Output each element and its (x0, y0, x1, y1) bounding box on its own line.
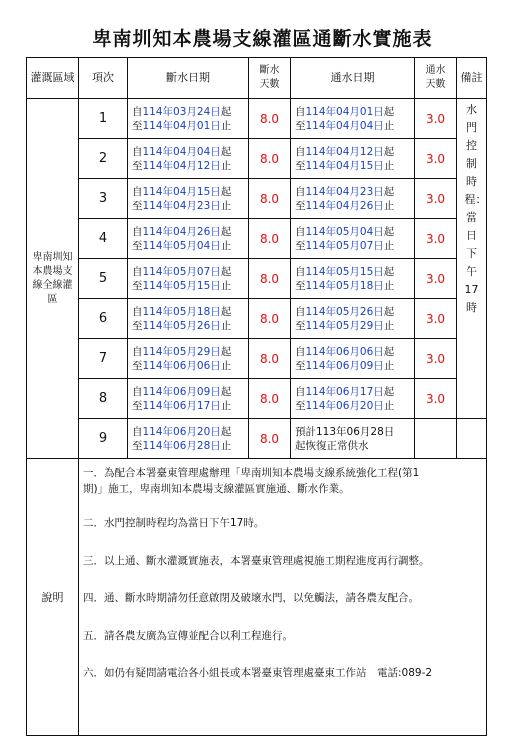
from-prefix: 自 (295, 145, 306, 158)
start-suffix: 起 (383, 145, 395, 158)
note-n4: 四．通、斷水時期請勿任意啟閉及破壞水門，以免觸法，請各農友配合。 (83, 592, 419, 604)
cut-to-date: 114年05月15日 (142, 279, 221, 292)
note-n1a: 一．為配合本署臺東管理處辦理「卑南圳知本農場支線系統強化工程(第1 (83, 467, 420, 479)
cut-to-date: 114年06月17日 (142, 399, 221, 412)
cut-to-line (132, 319, 248, 333)
table-row (27, 219, 487, 259)
cut-from-date: 114年06月20日 (142, 425, 221, 438)
schedule-table (26, 57, 487, 736)
cut-days-cell: 8.0 (249, 219, 291, 259)
start-suffix: 起 (220, 425, 232, 438)
note-n3: 三．以上通、斷水灌溉實施表，本署臺東管理處視施工期程進度再行調整。 (83, 555, 430, 567)
to-prefix: 至 (295, 399, 306, 412)
seq-cell: 6 (79, 299, 128, 339)
start-suffix: 起 (220, 145, 232, 158)
supply-to-date: 114年04月26日 (305, 199, 384, 212)
start-suffix: 起 (383, 385, 395, 398)
start-suffix: 起 (220, 225, 232, 238)
from-prefix: 自 (295, 185, 306, 198)
cut-to-date: 114年04月01日 (142, 119, 221, 132)
end-suffix: 止 (220, 439, 232, 452)
from-prefix: 自 (132, 265, 143, 278)
cut-days-cell: 8.0 (249, 179, 291, 219)
start-suffix: 起 (383, 185, 395, 198)
supply-from-line (295, 305, 414, 319)
from-prefix: 自 (132, 345, 143, 358)
supply-days-cell: 3.0 (415, 299, 457, 339)
table-row (27, 299, 487, 339)
supply-to-date: 114年06月09日 (305, 359, 384, 372)
from-prefix: 自 (132, 425, 143, 438)
supply-to-date: 114年05月18日 (305, 279, 384, 292)
supply-from-date: 114年05月04日 (305, 225, 384, 238)
notes-cell (79, 459, 487, 736)
to-prefix: 至 (132, 439, 143, 452)
cut-days-cell: 8.0 (249, 139, 291, 179)
to-prefix: 至 (132, 239, 143, 252)
end-suffix: 止 (383, 239, 395, 252)
cut-period-cell (128, 99, 249, 139)
supply-days-cell: 3.0 (415, 179, 457, 219)
cut-from-date: 114年05月07日 (142, 265, 221, 278)
seq-cell: 1 (79, 99, 128, 139)
supply-days-cell: 3.0 (415, 379, 457, 419)
from-prefix: 自 (132, 225, 143, 238)
table-row (27, 139, 487, 179)
note-n6: 六．如仍有疑問請電洽各小組長或本署臺東管理處臺東工作站 電話:089-2 (83, 667, 433, 679)
supply-from-line (295, 345, 414, 359)
supply-period-cell (291, 379, 415, 419)
cut-to-date: 114年05月04日 (142, 239, 221, 252)
start-suffix: 起 (220, 385, 232, 398)
supply-from-date: 114年06月17日 (305, 385, 384, 398)
cut-period-cell (128, 259, 249, 299)
note-n1b: 期)」施工，卑南圳知本農場支線灌區實施通、斷水作業。 (83, 483, 350, 495)
cut-from-line (132, 265, 248, 279)
supply-to-date: 114年06月20日 (305, 399, 384, 412)
supply-days-cell (415, 419, 457, 459)
end-suffix: 止 (220, 159, 232, 172)
end-suffix: 止 (220, 239, 232, 252)
header-seq: 項次 (79, 58, 128, 99)
supply-to-line (295, 159, 414, 173)
notes-row (27, 459, 487, 736)
note-n5: 五．請各農友廣為宣傳並配合以利工程進行。 (83, 630, 293, 642)
cut-period-cell (128, 379, 249, 419)
cut-days-cell: 8.0 (249, 419, 291, 459)
supply-from-line (295, 185, 414, 199)
end-suffix: 止 (220, 279, 232, 292)
seq-cell: 4 (79, 219, 128, 259)
cut-to-line (132, 199, 248, 213)
to-prefix: 至 (295, 199, 306, 212)
from-prefix: 自 (295, 225, 306, 238)
cut-period-cell (128, 299, 249, 339)
cut-from-line (132, 105, 248, 119)
cut-days-cell: 8.0 (249, 379, 291, 419)
from-prefix: 自 (295, 385, 306, 398)
header-row (27, 58, 487, 99)
to-prefix: 至 (295, 239, 306, 252)
table-row (27, 179, 487, 219)
supply-from-line (295, 145, 414, 159)
resume-line-1: 預計113年06月28日 (295, 425, 395, 438)
supply-from-date: 114年05月26日 (305, 305, 384, 318)
cut-period-cell (128, 139, 249, 179)
from-prefix: 自 (295, 305, 306, 318)
cut-period-cell (128, 419, 249, 459)
resume-supply-cell (291, 419, 415, 459)
start-suffix: 起 (383, 305, 395, 318)
cut-to-line (132, 239, 248, 253)
supply-days-cell: 3.0 (415, 339, 457, 379)
cut-from-line (132, 145, 248, 159)
end-suffix: 止 (220, 119, 232, 132)
cut-from-date: 114年03月24日 (142, 105, 221, 118)
from-prefix: 自 (132, 185, 143, 198)
seq-cell: 9 (79, 419, 128, 459)
supply-from-line (295, 225, 414, 239)
table-row (27, 99, 487, 139)
cut-to-date: 114年04月12日 (142, 159, 221, 172)
cut-from-line (132, 385, 248, 399)
cut-period-cell (128, 339, 249, 379)
cut-period-cell (128, 219, 249, 259)
cut-from-line (132, 225, 248, 239)
end-suffix: 止 (220, 399, 232, 412)
from-prefix: 自 (295, 265, 306, 278)
start-suffix: 起 (383, 265, 395, 278)
start-suffix: 起 (383, 105, 395, 118)
supply-from-line (295, 105, 414, 119)
supply-period-cell (291, 179, 415, 219)
header-supply-days: 通水天數 (415, 58, 457, 99)
to-prefix: 至 (132, 119, 143, 132)
header-area: 灌溉區域 (27, 58, 79, 99)
end-suffix: 止 (383, 119, 395, 132)
supply-from-line (295, 265, 414, 279)
end-suffix: 止 (383, 399, 395, 412)
from-prefix: 自 (132, 305, 143, 318)
cut-to-date: 114年05月26日 (142, 319, 221, 332)
cut-to-line (132, 159, 248, 173)
resume-line-2: 起恢復正常供水 (295, 439, 369, 452)
cut-from-line (132, 185, 248, 199)
header-supply-period: 通水日期 (291, 58, 415, 99)
cut-from-date: 114年06月09日 (142, 385, 221, 398)
supply-to-date: 114年05月07日 (305, 239, 384, 252)
end-suffix: 止 (220, 319, 232, 332)
supply-period-cell (291, 99, 415, 139)
cut-from-date: 114年04月26日 (142, 225, 221, 238)
start-suffix: 起 (220, 105, 232, 118)
irrigation-area-cell (27, 99, 79, 459)
from-prefix: 自 (132, 385, 143, 398)
cut-from-date: 114年04月04日 (142, 145, 221, 158)
cut-from-date: 114年05月29日 (142, 345, 221, 358)
seq-cell: 3 (79, 179, 128, 219)
supply-days-cell: 3.0 (415, 139, 457, 179)
table-row (27, 339, 487, 379)
cut-to-line (132, 399, 248, 413)
start-suffix: 起 (383, 345, 395, 358)
cut-days-cell: 8.0 (249, 299, 291, 339)
cut-to-date: 114年06月06日 (142, 359, 221, 372)
to-prefix: 至 (295, 359, 306, 372)
supply-from-line (295, 385, 414, 399)
from-prefix: 自 (295, 345, 306, 358)
remark-cell (457, 99, 487, 419)
to-prefix: 至 (132, 399, 143, 412)
seq-cell: 7 (79, 339, 128, 379)
cut-from-line (132, 305, 248, 319)
supply-from-date: 114年06月06日 (305, 345, 384, 358)
page-title: 卑南圳知本農場支線灌區通斷水實施表 (92, 28, 433, 50)
supply-period-cell (291, 339, 415, 379)
start-suffix: 起 (220, 265, 232, 278)
note-n2: 二．水門控制時程均為當日下午17時。 (83, 517, 265, 529)
to-prefix: 至 (295, 279, 306, 292)
end-suffix: 止 (383, 359, 395, 372)
from-prefix: 自 (295, 105, 306, 118)
to-prefix: 至 (132, 159, 143, 172)
supply-period-cell (291, 139, 415, 179)
cut-to-date: 114年04月23日 (142, 199, 221, 212)
supply-days-cell: 3.0 (415, 99, 457, 139)
end-suffix: 止 (383, 159, 395, 172)
cut-days-cell: 8.0 (249, 99, 291, 139)
table-row (27, 419, 487, 459)
table-row (27, 259, 487, 299)
supply-to-line (295, 119, 414, 133)
supply-period-cell (291, 219, 415, 259)
cut-from-line (132, 425, 248, 439)
supply-from-date: 114年04月23日 (305, 185, 384, 198)
from-prefix: 自 (132, 105, 143, 118)
cut-period-cell (128, 179, 249, 219)
end-suffix: 止 (383, 319, 395, 332)
to-prefix: 至 (132, 319, 143, 332)
supply-to-line (295, 319, 414, 333)
remark-cell-empty (457, 419, 487, 459)
end-suffix: 止 (220, 359, 232, 372)
start-suffix: 起 (383, 225, 395, 238)
to-prefix: 至 (295, 119, 306, 132)
supply-to-date: 114年04月04日 (305, 119, 384, 132)
remark-text: 水門控制時程：當日下午17時 (464, 103, 487, 314)
table-row (27, 379, 487, 419)
supply-to-date: 114年04月15日 (305, 159, 384, 172)
cut-days-cell: 8.0 (249, 259, 291, 299)
supply-period-cell (291, 299, 415, 339)
supply-to-line (295, 279, 414, 293)
to-prefix: 至 (132, 279, 143, 292)
end-suffix: 止 (383, 279, 395, 292)
cut-to-date: 114年06月28日 (142, 439, 221, 452)
notes-label: 說明 (27, 459, 79, 736)
seq-cell: 8 (79, 379, 128, 419)
from-prefix: 自 (132, 145, 143, 158)
cut-from-date: 114年04月15日 (142, 185, 221, 198)
cut-from-date: 114年05月18日 (142, 305, 221, 318)
header-cut-period: 斷水日期 (128, 58, 249, 99)
start-suffix: 起 (220, 345, 232, 358)
supply-from-date: 114年04月12日 (305, 145, 384, 158)
irrigation-area-label: 卑南圳知本農場支線全線灌區 (32, 251, 73, 305)
cut-to-line (132, 359, 248, 373)
header-remark: 備註 (457, 58, 487, 99)
to-prefix: 至 (132, 199, 143, 212)
supply-from-date: 114年04月01日 (305, 105, 384, 118)
supply-to-line (295, 359, 414, 373)
supply-days-cell: 3.0 (415, 259, 457, 299)
supply-to-line (295, 199, 414, 213)
cut-from-line (132, 345, 248, 359)
start-suffix: 起 (220, 185, 232, 198)
seq-cell: 2 (79, 139, 128, 179)
to-prefix: 至 (295, 319, 306, 332)
start-suffix: 起 (220, 305, 232, 318)
supply-from-date: 114年05月15日 (305, 265, 384, 278)
supply-to-line (295, 399, 414, 413)
supply-days-cell: 3.0 (415, 219, 457, 259)
cut-to-line (132, 279, 248, 293)
header-cut-days: 斷水天數 (249, 58, 291, 99)
to-prefix: 至 (132, 359, 143, 372)
end-suffix: 止 (383, 199, 395, 212)
supply-to-line (295, 239, 414, 253)
supply-period-cell (291, 259, 415, 299)
seq-cell: 5 (79, 259, 128, 299)
to-prefix: 至 (295, 159, 306, 172)
supply-to-date: 114年05月29日 (305, 319, 384, 332)
cut-to-line (132, 119, 248, 133)
cut-to-line (132, 439, 248, 453)
end-suffix: 止 (220, 199, 232, 212)
cut-days-cell: 8.0 (249, 339, 291, 379)
